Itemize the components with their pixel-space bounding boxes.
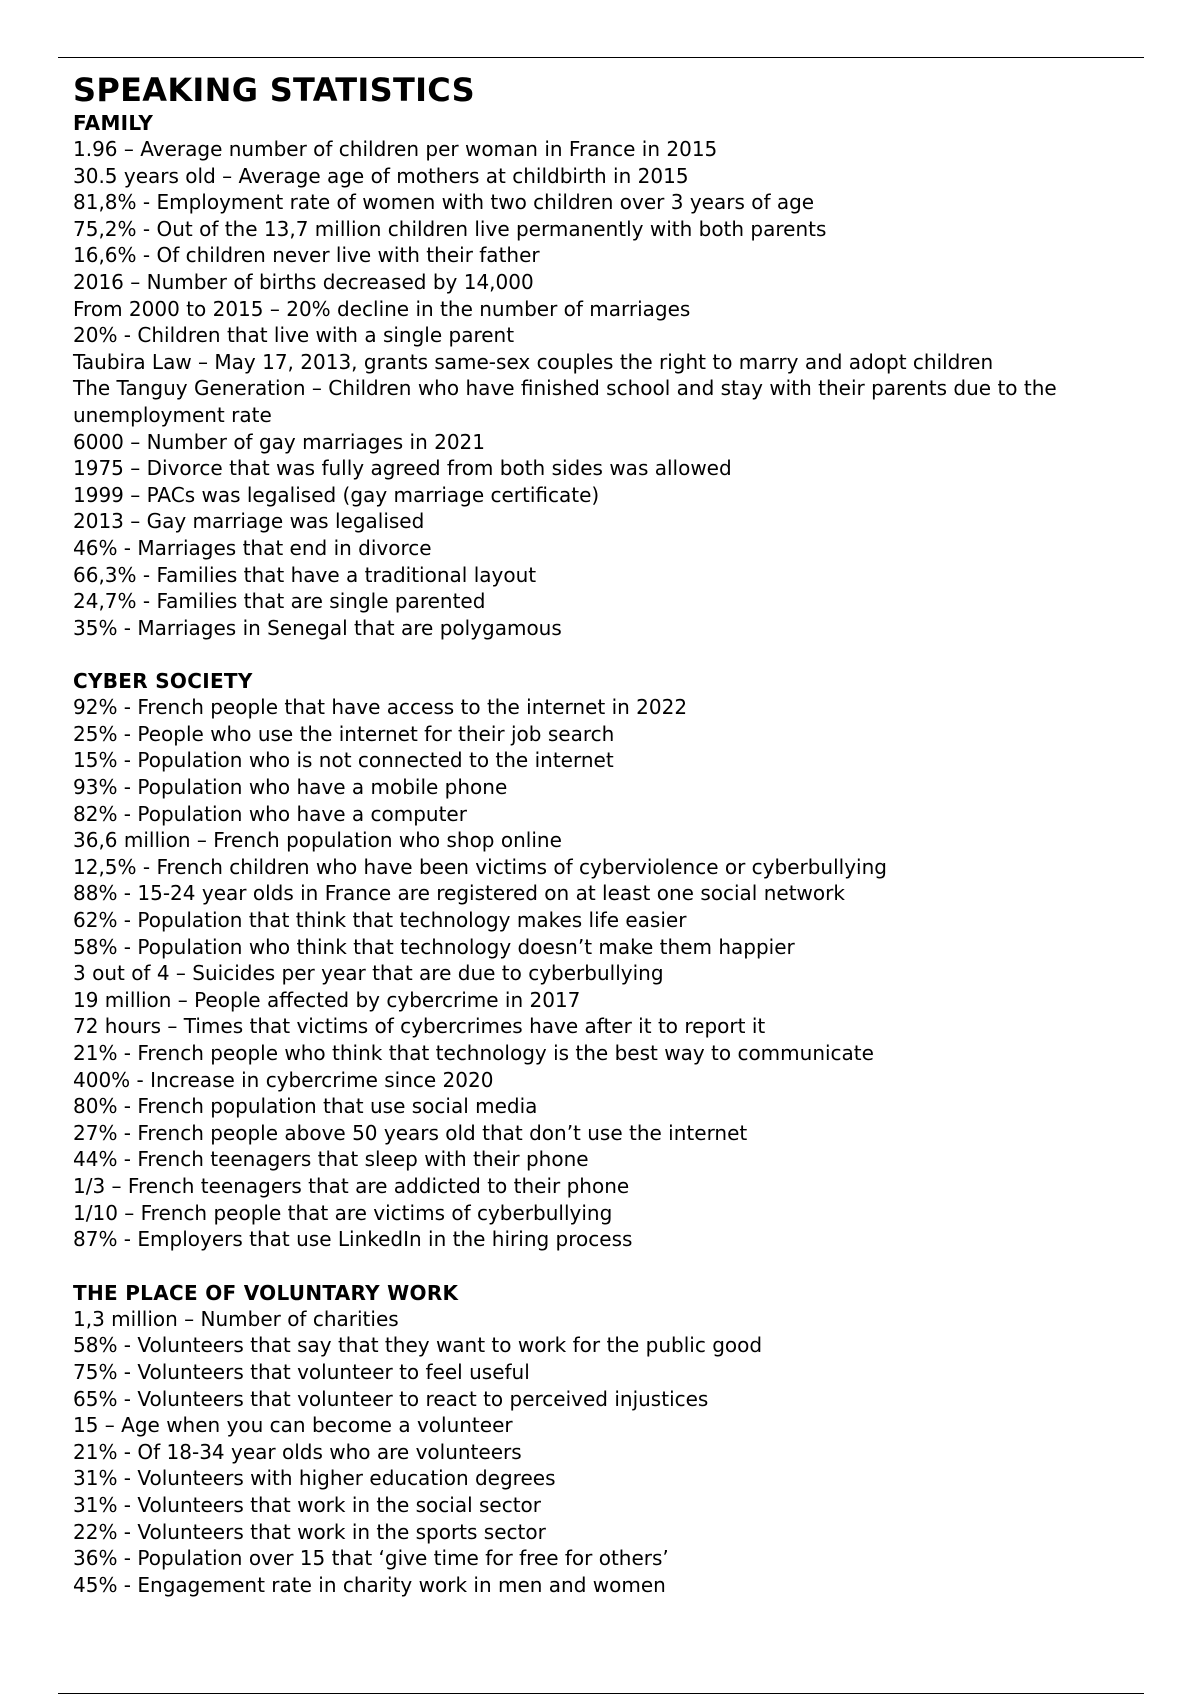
stat-item: 58% - Population who think that technology doesn’t make them happier	[73, 934, 795, 959]
document-title: SPEAKING STATISTICS	[73, 71, 476, 109]
stat-item: 21% - French people who think that technology is the best way to communicate	[73, 1041, 874, 1065]
stat-item: 15% - Population who is not connected to the internet	[73, 748, 614, 773]
stat-item: 35% - Marriages in Senegal that are polygamous	[73, 615, 562, 640]
section-family	[73, 110, 1133, 641]
stat-item: 25% - People who use the internet for their job search	[73, 721, 615, 746]
document-body	[73, 70, 1133, 1598]
stat-item: 15 – Age when you can become a volunteer	[73, 1413, 513, 1438]
section-cyber-society	[73, 668, 1133, 1252]
stat-item: 87% - Employers that use LinkedIn in the hiring process	[73, 1227, 633, 1252]
stat-item: 92% - French people that have access to the internet in 2022	[73, 695, 688, 720]
stat-item: 400% - Increase in cybercrime since 2020	[73, 1067, 494, 1092]
stat-item: 19 million – People affected by cybercrime in 2017	[73, 987, 581, 1012]
stat-item: 75% - Volunteers that volunteer to feel useful	[73, 1359, 530, 1384]
stat-item: 3 out of 4 – Suicides per year that are due to cyberbullying	[73, 961, 664, 986]
section-heading: CYBER SOCIETY	[73, 669, 253, 694]
stat-item: 46% - Marriages that end in divorce	[73, 535, 432, 560]
stat-item: 82% - Population who have a computer	[73, 801, 467, 826]
stat-item: 31% - Volunteers with higher education degrees	[73, 1466, 556, 1491]
stat-item: 2013 – Gay marriage was legalised	[73, 509, 425, 534]
stat-item: 31% - Volunteers that work in the social sector	[73, 1492, 542, 1517]
stat-item: 16,6% - Of children never live with their father	[73, 243, 540, 268]
section-heading: FAMILY	[73, 111, 154, 135]
stat-item: From 2000 to 2015 – 20% decline in the number of marriages	[73, 296, 691, 321]
stat-item: 24,7% - Families that are single parented	[73, 589, 486, 614]
stat-item: 12,5% - French children who have been victims of cyberviolence or cyberbullying	[73, 854, 887, 879]
stat-item: 1,3 million – Number of charities	[73, 1306, 399, 1331]
stat-item: 80% - French population that use social media	[73, 1094, 538, 1119]
stat-item: 22% - Volunteers that work in the sports sector	[73, 1519, 546, 1544]
stat-item: 75,2% - Out of the 13,7 million children live permanently with both parents	[73, 216, 827, 241]
stat-item: 1.96 – Average number of children per woman in France in 2015	[73, 137, 718, 161]
stat-item: The Tanguy Generation – Children who have finished school and stay with their parents due to the unemployment rate	[73, 376, 1057, 427]
stat-item: 62% - Population that think that technology makes life easier	[73, 908, 687, 933]
stat-item: 72 hours – Times that victims of cybercrimes have after it to report it	[73, 1014, 766, 1039]
stat-item: 36% - Population over 15 that ‘give time for free for others’	[73, 1546, 669, 1571]
stat-item: 93% - Population who have a mobile phone	[73, 775, 508, 800]
stat-list	[73, 1306, 1133, 1599]
stat-item: 65% - Volunteers that volunteer to react to perceived injustices	[73, 1386, 709, 1411]
stat-item: 30.5 years old – Average age of mothers at childbirth in 2015	[73, 163, 689, 188]
stat-item: 27% - French people above 50 years old that don’t use the internet	[73, 1120, 748, 1145]
stat-item: 20% - Children that live with a single parent	[73, 323, 515, 348]
stat-item: 1975 – Divorce that was fully agreed from both sides was allowed	[73, 456, 732, 481]
stat-list	[73, 694, 1133, 1252]
section-heading: THE PLACE OF VOLUNTARY WORK	[73, 1280, 459, 1305]
stat-item: Taubira Law – May 17, 2013, grants same-sex couples the right to marry and adopt children	[73, 349, 994, 374]
top-rule	[58, 57, 1144, 58]
section-voluntary-work	[73, 1280, 1133, 1599]
stat-item: 1/3 – French teenagers that are addicted to their phone	[73, 1173, 630, 1198]
stat-item: 81,8% - Employment rate of women with two children over 3 years of age	[73, 190, 815, 215]
stat-item: 2016 – Number of births decreased by 14,000	[73, 269, 534, 294]
stat-item: 45% - Engagement rate in charity work in men and women	[73, 1572, 666, 1597]
stat-item: 21% - Of 18-34 year olds who are volunteers	[73, 1439, 522, 1464]
stat-list	[73, 136, 1133, 641]
stat-item: 1/10 – French people that are victims of cyberbullying	[73, 1200, 613, 1225]
stat-item: 44% - French teenagers that sleep with their phone	[73, 1147, 589, 1172]
stat-item: 88% - 15-24 year olds in France are registered on at least one social network	[73, 881, 845, 906]
bottom-rule	[58, 1693, 1144, 1694]
stat-item: 6000 – Number of gay marriages in 2021	[73, 429, 486, 454]
stat-item: 66,3% - Families that have a traditional layout	[73, 562, 537, 587]
stat-item: 58% - Volunteers that say that they want to work for the public good	[73, 1333, 763, 1358]
stat-item: 36,6 million – French population who shop online	[73, 828, 562, 853]
stat-item: 1999 – PACs was legalised (gay marriage certificate)	[73, 482, 600, 507]
